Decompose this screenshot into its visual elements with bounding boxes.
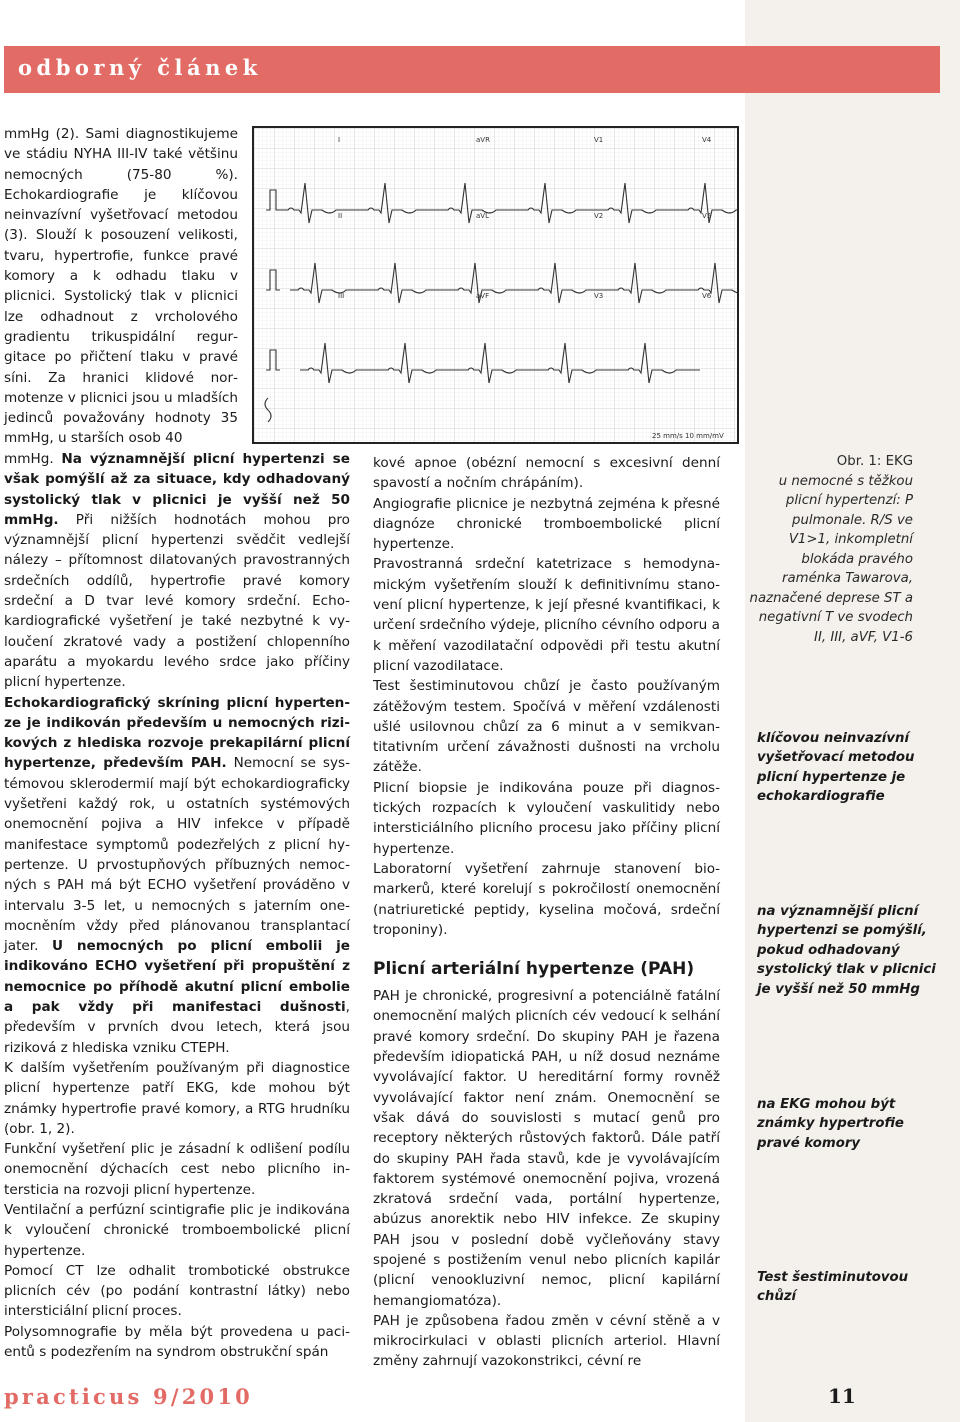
lead-label-v5: V5 <box>702 212 712 220</box>
text-run: mmHg. <box>4 451 62 467</box>
ecg-speed-label: 25 mm/s 10 mm/mV <box>652 432 724 440</box>
paragraph: Test šestiminutovou chůzí je často používaným zátěžovým testem. Spočívá v měření vzdálenosti ušlé usilovnou chůzí za 6 minut a v semikvantitativním určení závažnosti dušnosti na vrcholu zátěže. <box>373 678 720 776</box>
lead-label-v6: V6 <box>702 292 712 300</box>
ecg-figure <box>252 126 739 444</box>
paragraph: K dalším vyšetřením používaným při diagnostice plicní hypertenze patří EKG, kde mohou být známky hypertrofie pravé komory, a RTG hrudníku (obr. 1, 2). <box>4 1059 350 1137</box>
lead-label-avr: aVR <box>476 136 490 144</box>
page-number: 11 <box>828 1384 856 1408</box>
lead-label-v2: V2 <box>594 212 604 220</box>
paragraph: Pravostranná srdeční katetrizace s hemodynamickým vyšetřením slouží k definitivnímu stanovení plicní hypertenze, k její přesné kvantifikaci, k určení srdečního výdeje, plicního cévního odporu a k měření vazodilatační odpovědi při testu akutní plicní vazodilatace. <box>373 556 720 674</box>
paragraph: Angiografie plicnice je nezbytná zejména k přesné diagnóze chronické tromboembolické plicní hypertenze. <box>373 495 720 553</box>
paragraph: Polysomnografie by měla být provedena u pacientů s podezřením na syndrom obstrukční spán <box>4 1323 350 1361</box>
lead-label-iii: III <box>338 292 345 300</box>
lead-label-avl: aVL <box>476 212 489 220</box>
lead-label-i: I <box>338 136 341 144</box>
bold-run: Echokardiografický skríning plicní hypertenze je indikován především u nemocných rizikových z hlediska rozvoje prekapilární plicní hypertenze, především PAH. <box>4 694 350 772</box>
bold-run: Na významnější plicní hypertenzi se však pomýšlí až za situace, kdy odhadovaný systolický tlak v plicnici je vyšší než 50 mmHg. <box>4 451 350 528</box>
journal-name: practicus 9/2010 <box>4 1384 253 1409</box>
column-2 <box>373 453 720 1372</box>
section-label: odborný článek <box>18 55 262 80</box>
paragraph: kové apnoe (obézní nemocní s excesivní denní spavostí a nočním chrápáním). <box>373 455 720 492</box>
column-1 <box>4 449 350 1362</box>
paragraph: Funkční vyšetření plic je zásadní k odlišení podílu onemocnění dýchacích cest nebo plicního intersticia na rozvoji plicní hypertenze. <box>4 1141 350 1198</box>
paragraph: PAH je způsobena řadou změn v cévní stěně a v mikrocirkulaci v oblasti plicních arteriol. Hlavní změny zahrnují vazokonstrikci, cévní re <box>373 1312 720 1370</box>
paragraph: PAH je chronické, progresivní a potenciálně fatální onemocnění malých plicních cév vedoucí k selhání pravé komory srdeční. Do skupiny PAH je řazena především idiopatická PAH, u níž dosud neznáme vyvolávající faktor. U hereditární formy rovněž vyvolávající faktor není znám. Onemocnění se však dává do souvislosti s mutací genů pro receptory některých růstových faktorů. Dále patří do skupiny PAH řada stavů, kde je vyvolávajícím faktorem systémové onemocnění pojiva, vrozená zkratová srdeční vada, portální hypertenze, abúzus anorektik nebo HIV infekce. Ze skupiny PAH jsou v poslední době vyčleňovány stavy spojené s postižením venul nebo plicních kapilár (plicní venookluzivní nemoc, plicní kapilární hemangiomatóza). <box>373 988 720 1309</box>
paragraph: Ventilační a perfúzní scintigrafie plic je indikována k vyloučení chronické tromboembolické plicní hypertenze. <box>4 1201 350 1259</box>
text-run: , především v prvních dvou letech, která jsou riziková z hlediska vzniku CTEPH. <box>4 999 350 1056</box>
paragraph: Laboratorní vyšetření zahrnuje stanovení biomarkerů, které korelují s pokročilostí onemocnění (natriuretické peptidy, kyselina močová, srdeční troponiny). <box>373 860 720 938</box>
lead-label-v1: V1 <box>594 136 604 144</box>
section-header <box>4 46 940 93</box>
paragraph: mmHg (2). Sami diagnostikujeme ve stádiu NYHA III-IV také většinu nemocných (75-80 %). Echokardiografie je klíčovou neinvazívní vyšetřovací metodou (3). Slouží k posouzení velikosti, tvaru, hypertrofie, funkce pravé komory a k odhadu tlaku v plicnici. Systolický tlak v plicnici lze odhadnout z vrcholového gradientu trikuspidální regurgitace po přičtení tlaku v pravé síni. Za hranici klidové normotenze v plicnici jsou u mladších jedinců považovány hodnoty 35 mmHg, u starších osob 40 <box>4 126 238 447</box>
lead-label-avf: aVF <box>476 292 490 300</box>
paragraph <box>4 693 350 1058</box>
figure-caption <box>747 452 913 647</box>
paragraph: Pomocí CT lze odhalit trombotické obstrukce plicních cév (po podání kontrastní látky) nebo intersticiální plicní proces. <box>4 1262 350 1320</box>
lead-label-v4: V4 <box>702 136 712 144</box>
pullquote-echo: klíčovou neinvazívní vyšetřovací metodou plicní hypertenze je echokardiografie <box>757 731 915 805</box>
text-run: Při nižších hodnotách mohou pro významnější plicní hypertenzi svědčit vedlejší nálezy – přítomnost dilatovaných pravostranných srdečních oddílů, hypertrofie pravé komory srdeční a D tvar levé komory srdeční. Echokardiografické vyšetření je také nezbytné k vyloučení zkratové vady a postižení chlopenního aparátu a myokardu levého srdce jako příčiny plicní hypertenze. <box>4 511 350 691</box>
pullquote-walk-test: Test šestiminutovou chůzí <box>757 1270 909 1305</box>
lead-label-ii: II <box>338 212 343 220</box>
text-run: Nemocní se systémovou sklerodermií mají být echokardiograficky vyšetřeni každý rok, u ostatních systémových onemocnění pojiva a HIV infekce v případě manifestace symptomů podezřelých z plicní hypertenze. U prvostupňových příbuzných nemocných s PAH má být ECHO vyšetření prováděno v intervalu 3-5 let, u nemocných s jaterním onemocněním vždy před plánovanou transplantací jater. <box>4 755 351 955</box>
paragraph <box>4 449 350 693</box>
pullquote-pressure: na významnější plicní hypertenzi se pomýšlí, pokud odhadovaný systolický tlak v plicnici je vyšší než 50 mmHg <box>757 904 936 997</box>
column-1-top <box>4 124 238 449</box>
ecg-trace-image <box>254 128 737 442</box>
lead-label-v3: V3 <box>594 292 604 300</box>
caption-label: Obr. 1: EKG <box>836 454 913 469</box>
section-heading-pah: Plicní arteriální hypertenze (PAH) <box>373 959 695 980</box>
sidebar-background <box>745 0 960 1422</box>
caption-text: u nemocné s těžkou plicní hypertenzí: P pulmonale. R/S ve V1>1, inkompletní blokáda pravého raménka Tawarova, naznačené deprese ST a negativní T ve svodech II, III, aVF, V1-6 <box>749 473 913 645</box>
bold-run: U nemocných po plicní embolii je indikováno ECHO vyšetření při propuštění z nemocnice po příhodě akutní plicní embolie a pak vždy při manifestaci dušnosti <box>4 938 350 1016</box>
pullquote-ekg: na EKG mohou být známky hypertrofie pravé komory <box>757 1097 904 1151</box>
paragraph: Plicní biopsie je indikována pouze při diagnostických rozpacích k vyloučení vaskulitidy nebo intersticiálního plicního procesu jako příčiny plicní hypertenze. <box>373 779 720 857</box>
